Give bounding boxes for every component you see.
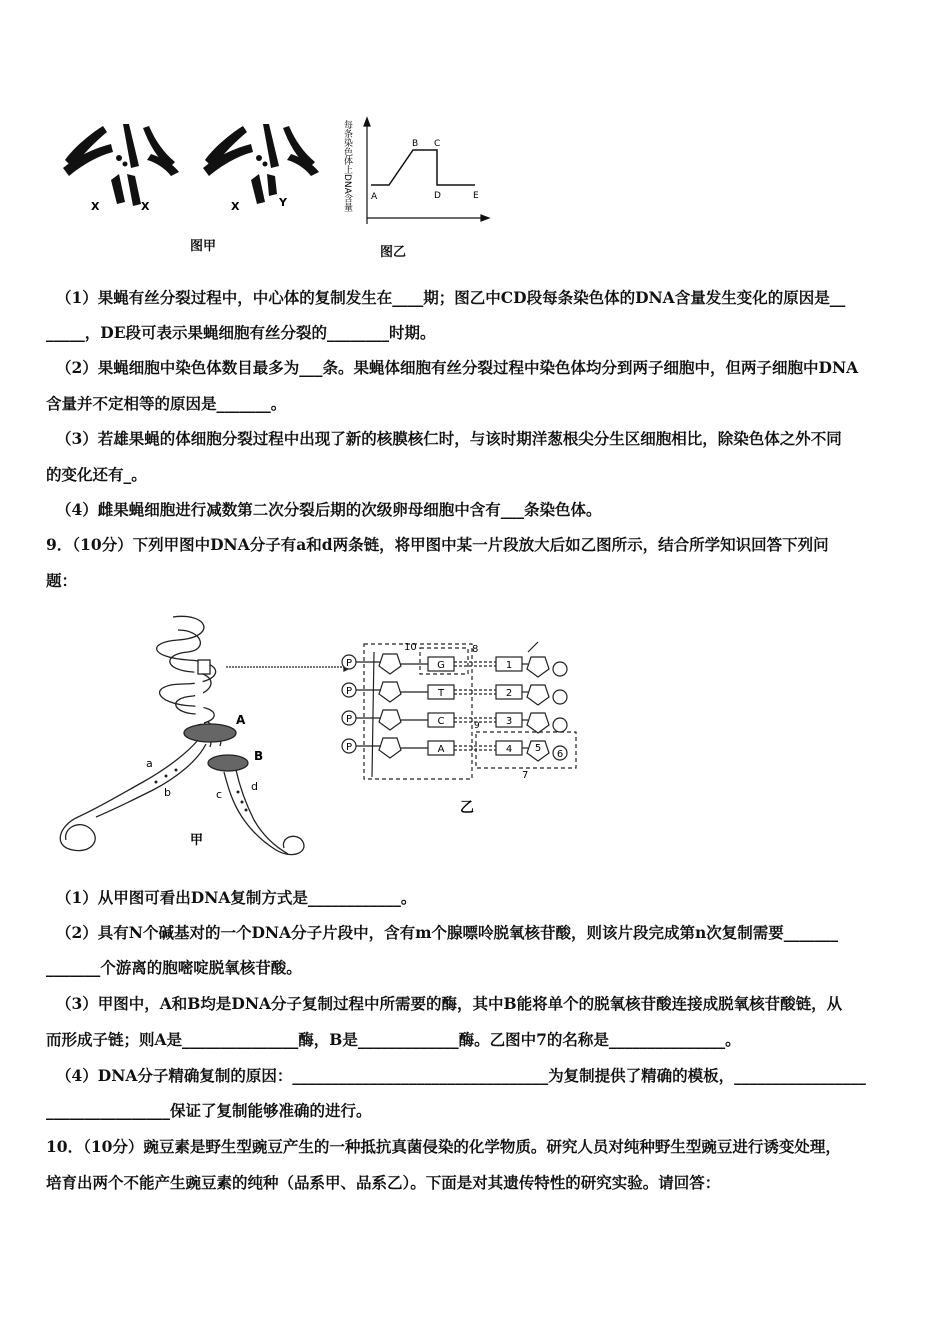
label-y: Y <box>279 196 287 209</box>
label-strand-c: c <box>216 788 223 801</box>
point-a: A <box>371 192 378 202</box>
label-strand-b: b <box>164 786 171 799</box>
caption-tu-jia: 图甲 <box>190 239 217 254</box>
phosphate-1: P <box>345 686 353 697</box>
base-2: C <box>437 716 445 727</box>
dna-content-chart <box>335 112 495 252</box>
chromosome-figure <box>55 118 330 253</box>
q8-1-line2: _____，DE段可表示果蝇细胞有丝分裂的________时期。 <box>46 323 436 342</box>
label-9: 9 <box>474 721 480 731</box>
q8-3-line1: （3）若雄果蝇的体细胞分裂过程中出现了新的核膜核仁时，与该时期洋葱根尖分生区细胞相比，除染色体之外不同 <box>56 429 842 448</box>
point-e: E <box>473 191 479 201</box>
q8-4-line1: （4）雌果蝇细胞进行减数第二次分裂后期的次级卵母细胞中含有___条染色体。 <box>56 500 602 519</box>
point-b: B <box>412 139 419 149</box>
pair-num-2: 2 <box>505 688 513 699</box>
q9-4-line2: ________________保证了复制能够准确的进行。 <box>46 1101 372 1120</box>
phosphate-0: P <box>345 658 353 669</box>
label-5: 5 <box>534 743 542 754</box>
pair-num-4: 4 <box>505 744 513 755</box>
q10-stem-line2: 培育出两个不能产生豌豆素的纯种（品系甲、品系乙）。下面是对其遗传特性的研究实验。请回答： <box>46 1173 721 1192</box>
pair-num-3: 3 <box>505 716 513 727</box>
dna-replication-figure <box>48 612 608 877</box>
chart-ylabel: 每条染色体上DNA含量 <box>342 120 352 212</box>
label-x2: X <box>141 200 150 213</box>
enzyme-a <box>184 724 236 742</box>
pair-num-1: 1 <box>505 660 513 671</box>
caption-yi: 乙 <box>460 800 474 816</box>
q8-2-line2: 含量并不定相等的原因是_______。 <box>46 394 287 413</box>
label-enzyme-a: A <box>236 713 246 727</box>
point-c: C <box>434 139 441 149</box>
base-0: G <box>437 660 445 671</box>
label-6: 6 <box>556 749 564 760</box>
q9-1: （1）从甲图可看出DNA复制方式是____________。 <box>56 888 417 907</box>
q8-1-line1: （1）果蝇有丝分裂过程中，中心体的复制发生在____期；图乙中CD段每条染色体的DNA含量发生变化的原因是__ <box>56 288 846 307</box>
q9-2-line2: _______个游离的胞嘧啶脱氧核苷酸。 <box>46 958 302 977</box>
base-3: A <box>437 744 445 755</box>
label-10: 10 <box>404 642 417 653</box>
q9-stem-line2: 题： <box>46 571 78 590</box>
q9-stem-line1: 9．（10分）下列甲图中DNA分子有a和d两条链，将甲图中某一片段放大后如乙图所示，结合所学知识回答下列问 <box>46 535 829 554</box>
q8-2-line1: （2）果蝇细胞中染色体数目最多为___条。果蝇体细胞有丝分裂过程中染色体均分到两子细胞中，但两子细胞中DNA <box>56 358 859 377</box>
label-strand-a: a <box>146 757 153 770</box>
label-8: 8 <box>472 644 479 655</box>
q9-4-line1: （4）DNA分子精确复制的原因：_________________________________为复制提供了精确的模板，_________________ <box>56 1066 866 1085</box>
label-enzyme-b: B <box>254 749 264 763</box>
label-strand-d: d <box>251 780 258 793</box>
enzyme-b <box>208 755 248 771</box>
base-1: T <box>437 688 445 699</box>
dna-content-curve <box>371 150 475 185</box>
label-x3: X <box>231 200 240 213</box>
label-7: 7 <box>522 770 529 781</box>
q8-3-line2: 的变化还有_。 <box>46 465 147 484</box>
q9-3-line1: （3）甲图中，A和B均是DNA分子复制过程中所需要的酶，其中B能将单个的脱氧核苷酸连接成脱氧核苷酸链，从 <box>56 994 843 1013</box>
q9-3-line2: 而形成子链；则A是_______________酶，B是_____________酶。乙图中7的名称是_______________。 <box>46 1030 741 1049</box>
caption-tu-yi: 图乙 <box>380 245 407 260</box>
label-x1: X <box>91 200 100 213</box>
caption-jia: 甲 <box>190 833 204 848</box>
q9-2-line1: （2）具有N个碱基对的一个DNA分子片段中，含有m个腺嘌呤脱氧核苷酸，则该片段完成第n次复制需要_______ <box>56 923 839 942</box>
point-d: D <box>434 191 441 201</box>
phosphate-3: P <box>345 742 353 753</box>
q10-stem-line1: 10．（10分）豌豆素是野生型豌豆产生的一种抵抗真菌侵染的化学物质。研究人员对纯种野生型豌豆进行诱变处理， <box>46 1137 841 1156</box>
phosphate-2: P <box>345 714 353 725</box>
